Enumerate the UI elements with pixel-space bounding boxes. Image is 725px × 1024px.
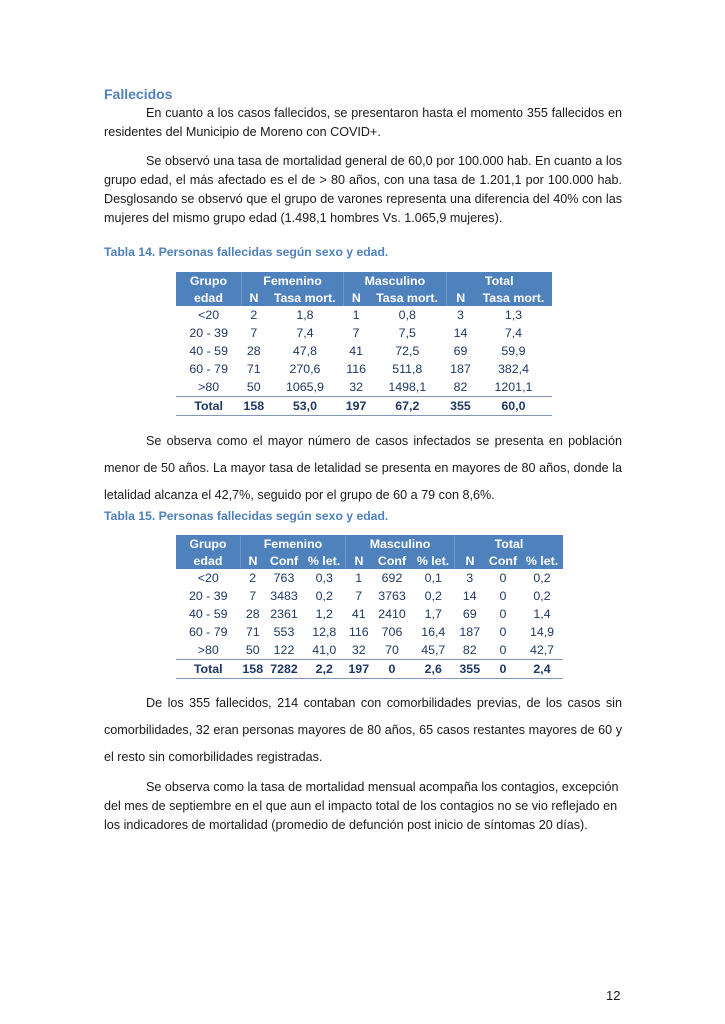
table-cell: 7	[250, 326, 258, 340]
table-header-row	[176, 272, 552, 289]
table-cell: 7,4	[504, 326, 523, 340]
table-cell: 41	[351, 607, 366, 621]
table-cell: 116	[346, 362, 366, 376]
table-cell: 511,8	[392, 362, 423, 376]
table-row	[176, 641, 563, 660]
header-cell: N	[446, 289, 475, 306]
table-cell: 3763	[378, 589, 406, 603]
table-cell: 40 - 59	[189, 344, 228, 358]
table-cell: 53,0	[266, 397, 344, 416]
paragraph-infected-lethality: Se observa como el mayor número de casos infectados se presenta en población menor de 50 años. La mayor tasa de letalidad se presenta en mayores de 80 años, donde la letalidad alcanza el 42,7%, seguido por el grupo de 60 a 79 con 8,6%.	[104, 434, 622, 502]
table-cell: 42,7	[529, 643, 555, 657]
table-cell: 763	[273, 571, 295, 585]
header-cell: Tasa mort.	[266, 289, 344, 306]
table-cell: 71	[245, 625, 260, 639]
table-cell: 7	[355, 589, 363, 603]
table-cell: 69	[462, 607, 477, 621]
table-cell: 14	[462, 589, 477, 603]
table-cell: 0,2	[533, 571, 551, 585]
table-cell: 2,6	[412, 660, 455, 679]
table-cell: 1	[355, 571, 363, 585]
table-cell: >80	[197, 643, 219, 657]
table-subheader-row	[176, 552, 563, 569]
paragraph-mortality-rate: Se observó una tasa de mortalidad general de 60,0 por 100.000 hab. En cuanto a los grupo edad, el más afectado es el de > 80 años, con una tasa de 1.201,1 por 100.000 hab. Desglosando se observó que el grupo de varones representa una diferencia del 40% con las mujeres del mismo grupo edad (1.498,1 hombres Vs. 1.065,9 mujeres).	[104, 154, 622, 225]
header-cell: Conf	[265, 552, 303, 569]
table-cell: 1,3	[504, 308, 523, 322]
header-cell: Conf	[372, 552, 412, 569]
table-cell: 41	[349, 344, 364, 358]
table-cell: 1,8	[296, 308, 314, 322]
table-cell: 382,4	[497, 362, 529, 376]
table-cell: 69	[453, 344, 468, 358]
table-cell: 16,4	[421, 625, 446, 639]
table-cell: 72,5	[395, 344, 420, 358]
table-cell: 60 - 79	[189, 362, 228, 376]
table-cell: 1498,1	[388, 380, 427, 394]
table-cell: 2361	[270, 607, 298, 621]
table-row	[176, 324, 552, 342]
table-cell: 0	[499, 571, 507, 585]
table-cell: 12,8	[312, 625, 337, 639]
header-cell: N	[346, 552, 373, 569]
table-cell: 0,2	[533, 589, 551, 603]
table-cell: 116	[348, 625, 369, 639]
table-cell: 32	[351, 643, 366, 657]
table-cell: 0	[485, 660, 521, 679]
table-cell: 82	[453, 380, 468, 394]
table-cell: 60 - 79	[188, 625, 228, 639]
table-cell: 0	[372, 660, 412, 679]
table-cell: 7282	[265, 660, 303, 679]
table-cell: 2	[250, 308, 258, 322]
table-cell: 14	[453, 326, 468, 340]
header-cell: Masculino	[344, 272, 446, 289]
table-cell: 706	[381, 625, 403, 639]
table-cell: 3483	[270, 589, 298, 603]
table-cell: 122	[273, 643, 295, 657]
table-cell: 47,8	[292, 344, 317, 358]
header-cell: Total	[446, 272, 552, 289]
table-cell: 3	[466, 571, 474, 585]
table-total-row	[176, 660, 563, 679]
table-14-caption: Tabla 14. Personas fallecidas según sexo y edad.	[104, 245, 389, 259]
table-cell: 0	[499, 607, 507, 621]
table-cell: 82	[462, 643, 477, 657]
table-cell: 158	[241, 397, 266, 416]
table-cell: 59,9	[501, 344, 526, 358]
table-cell: 1065,9	[285, 380, 324, 394]
table-cell: 692	[381, 571, 403, 585]
table-cell: 70	[385, 643, 399, 657]
table-subheader-row	[176, 289, 552, 306]
table-cell: >80	[198, 380, 220, 394]
table-cell: 0	[499, 643, 507, 657]
table-cell: 71	[246, 362, 261, 376]
table-cell: 50	[246, 380, 261, 394]
table-cell: 0	[499, 625, 507, 639]
table-cell: 2,4	[521, 660, 563, 679]
header-cell: % let.	[521, 552, 563, 569]
table-row	[176, 569, 563, 587]
table-cell: 20 - 39	[189, 326, 228, 340]
table-cell: 7,5	[398, 326, 416, 340]
table-cell: 7	[249, 589, 257, 603]
table-cell: 0,1	[424, 571, 442, 585]
table-cell: 0,2	[315, 589, 333, 603]
paragraph-monthly-mortality: Se observa como la tasa de mortalidad mensual acompaña los contagios, excepción del mes de septiembre en el que aun el impacto total de los contagios no se vio reflejado en los indicadores de mortalidad (promedio de defunción post inicio de síntomas 20 días).	[104, 780, 619, 832]
table-total-row	[176, 397, 552, 416]
table-cell: <20	[197, 571, 219, 585]
header-cell: edad	[176, 552, 241, 569]
table-row	[176, 587, 563, 605]
table-row	[176, 342, 552, 360]
table-cell: 60,0	[475, 397, 552, 416]
table-cell: 553	[273, 625, 295, 639]
header-cell: N	[455, 552, 486, 569]
header-cell: % let.	[303, 552, 346, 569]
header-cell: Femenino	[241, 535, 346, 552]
table-cell: 0,3	[315, 571, 333, 585]
header-cell: Grupo	[176, 535, 241, 552]
table-cell: 1,2	[315, 607, 333, 621]
table-cell: 1	[352, 308, 360, 322]
section-heading: Fallecidos	[104, 86, 173, 102]
header-cell: Femenino	[241, 272, 343, 289]
table-cell: 45,7	[421, 643, 446, 657]
table-15	[176, 535, 563, 679]
table-cell: 0,2	[424, 589, 442, 603]
table-cell: 355	[446, 397, 475, 416]
table-cell: 1,4	[533, 607, 551, 621]
table-cell: 2410	[378, 607, 406, 621]
table-cell: 1,7	[424, 607, 442, 621]
table-cell: 28	[246, 344, 261, 358]
table-cell: 7,4	[296, 326, 314, 340]
header-cell: N	[241, 552, 266, 569]
table-cell: Total	[176, 660, 241, 679]
paragraph-comorbidities: De los 355 fallecidos, 214 contaban con comorbilidades previas, de los casos sin comorbilidades, 32 eran personas mayores de 80 años, 65 casos restantes mayores de 60 y el resto sin comorbilidades registradas.	[104, 696, 622, 764]
table-cell: 2	[249, 571, 257, 585]
table-cell: Total	[176, 397, 241, 416]
table-cell: 67,2	[369, 397, 447, 416]
table-cell: 7	[352, 326, 360, 340]
header-cell: N	[344, 289, 369, 306]
table-cell: 20 - 39	[188, 589, 228, 603]
table-cell: 28	[245, 607, 260, 621]
table-cell: 41,0	[312, 643, 337, 657]
table-14	[176, 272, 552, 416]
header-cell: Masculino	[346, 535, 455, 552]
table-cell: 40 - 59	[188, 607, 228, 621]
table-row	[176, 623, 563, 641]
table-cell: 0,8	[398, 308, 416, 322]
header-cell: Tasa mort.	[475, 289, 552, 306]
table-cell: 197	[346, 660, 373, 679]
header-cell: edad	[176, 289, 241, 306]
table-15-caption: Tabla 15. Personas fallecidas según sexo y edad.	[104, 509, 389, 523]
table-cell: 2,2	[303, 660, 346, 679]
table-header-row	[176, 535, 563, 552]
table-cell: 355	[455, 660, 486, 679]
table-cell: 197	[344, 397, 369, 416]
table-cell: 187	[450, 362, 471, 376]
table-cell: 32	[349, 380, 364, 394]
table-cell: 187	[459, 625, 481, 639]
header-cell: Total	[455, 535, 564, 552]
table-cell: 270,6	[289, 362, 321, 376]
table-cell: 3	[457, 308, 464, 322]
paragraph-intro: En cuanto a los casos fallecidos, se presentaron hasta el momento 355 fallecidos en residentes del Municipio de Moreno con COVID+.	[104, 106, 622, 139]
table-cell: 158	[241, 660, 266, 679]
page-number: 12	[606, 988, 621, 1003]
header-cell: Grupo	[176, 272, 241, 289]
table-cell: 50	[245, 643, 260, 657]
table-cell: 1201,1	[494, 380, 533, 394]
header-cell: N	[241, 289, 266, 306]
table-row	[176, 360, 552, 378]
header-cell: % let.	[412, 552, 455, 569]
table-cell: <20	[198, 308, 220, 322]
table-cell: 14,9	[529, 625, 555, 639]
table-row	[176, 605, 563, 623]
header-cell: Conf	[485, 552, 521, 569]
table-row	[176, 378, 552, 397]
table-row	[176, 306, 552, 324]
header-cell: Tasa mort.	[369, 289, 447, 306]
table-cell: 0	[499, 589, 507, 603]
